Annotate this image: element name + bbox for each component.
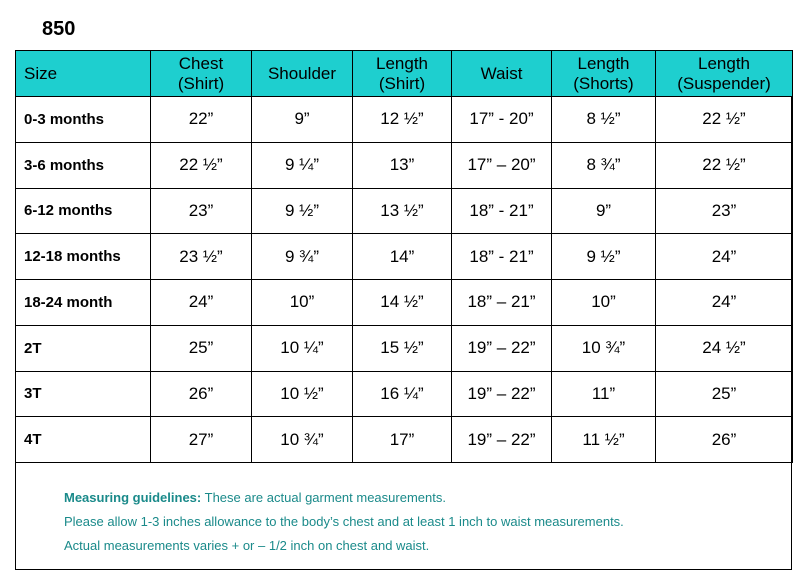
notes-heading: Measuring guidelines: <box>64 490 202 505</box>
header-waist <box>452 51 552 97</box>
notes-line-2: Please allow 1-3 inches allowance to the body’s chest and at least 1 inch to waist measurements. <box>64 514 624 529</box>
header-size <box>16 51 151 97</box>
header-sublabel: (Shorts) <box>573 73 634 93</box>
table-row <box>16 188 793 234</box>
measurement-cell: 22” <box>151 97 252 143</box>
header-sublabel: (Shirt) <box>378 73 426 93</box>
header-label: Shoulder <box>267 63 337 83</box>
table-row <box>16 280 793 326</box>
measurement-cell: 13 ½” <box>353 188 452 234</box>
measurement-cell: 27” <box>151 417 252 463</box>
table-body <box>16 97 793 463</box>
measuring-notes <box>64 486 624 558</box>
header-sublabel: (Suspender) <box>677 73 771 93</box>
measurement-cell: 17” - 20” <box>452 97 552 143</box>
measurement-cell: 10 ¼” <box>252 325 353 371</box>
table-header-row <box>16 51 793 97</box>
measurement-cell: 9 ¾” <box>252 234 353 280</box>
size-cell: 4T <box>16 417 151 463</box>
measurement-cell: 23 ½” <box>151 234 252 280</box>
measurement-cell: 23” <box>656 188 793 234</box>
size-cell: 2T <box>16 325 151 371</box>
measurement-cell: 25” <box>656 371 793 417</box>
header-sublabel: (Shirt) <box>177 73 225 93</box>
notes-line-1-text: These are actual garment measurements. <box>201 490 446 505</box>
header-label: Chest <box>178 53 224 73</box>
header-length-shorts <box>552 51 656 97</box>
measurement-cell: 10 ½” <box>252 371 353 417</box>
measurement-cell: 26” <box>656 417 793 463</box>
measurement-cell: 8 ½” <box>552 97 656 143</box>
measurement-cell: 10” <box>252 280 353 326</box>
header-length-shirt <box>353 51 452 97</box>
size-cell: 0-3 months <box>16 97 151 143</box>
measurement-cell: 9” <box>552 188 656 234</box>
size-cell: 3T <box>16 371 151 417</box>
measurement-cell: 10 ¾” <box>552 325 656 371</box>
header-shoulder <box>252 51 353 97</box>
notes-line-3: Actual measurements varies + or – 1/2 inch on chest and waist. <box>64 538 430 553</box>
table-row <box>16 325 793 371</box>
measurement-cell: 16 ¼” <box>353 371 452 417</box>
measurement-cell: 22 ½” <box>656 97 793 143</box>
measurement-cell: 11 ½” <box>552 417 656 463</box>
measurement-cell: 24” <box>151 280 252 326</box>
measurement-cell: 9 ¼” <box>252 142 353 188</box>
header-label: Length <box>698 53 750 73</box>
table-row <box>16 234 793 280</box>
table-row <box>16 417 793 463</box>
measurement-cell: 18” - 21” <box>452 188 552 234</box>
measurement-cell: 17” <box>353 417 452 463</box>
size-cell: 6-12 months <box>16 188 151 234</box>
measurement-cell: 14 ½” <box>353 280 452 326</box>
size-cell: 3-6 months <box>16 142 151 188</box>
measurement-cell: 18” – 21” <box>452 280 552 326</box>
measurement-cell: 26” <box>151 371 252 417</box>
measurement-cell: 19” – 22” <box>452 417 552 463</box>
measurement-cell: 24” <box>656 280 793 326</box>
measurement-cell: 10 ¾” <box>252 417 353 463</box>
measurement-cell: 18” - 21” <box>452 234 552 280</box>
measurement-cell: 14” <box>353 234 452 280</box>
measurement-cell: 8 ¾” <box>552 142 656 188</box>
measurement-cell: 22 ½” <box>151 142 252 188</box>
measurement-cell: 9 ½” <box>552 234 656 280</box>
measurement-cell: 9 ½” <box>252 188 353 234</box>
measurement-cell: 10” <box>552 280 656 326</box>
size-cell: 18-24 month <box>16 280 151 326</box>
measurement-cell: 24” <box>656 234 793 280</box>
measurement-cell: 19” – 22” <box>452 325 552 371</box>
header-label: Size <box>24 63 58 83</box>
measurement-cell: 12 ½” <box>353 97 452 143</box>
measurement-cell: 22 ½” <box>656 142 793 188</box>
measurement-cell: 9” <box>252 97 353 143</box>
measurement-cell: 17” – 20” <box>452 142 552 188</box>
measurement-cell: 23” <box>151 188 252 234</box>
chart-number-title: 850 <box>42 18 76 40</box>
header-label: Length <box>376 53 428 73</box>
table-row <box>16 371 793 417</box>
notes-line-1 <box>64 486 624 510</box>
table-row <box>16 97 793 143</box>
header-label: Length <box>577 53 630 73</box>
measurement-cell: 13” <box>353 142 452 188</box>
size-chart-table <box>15 50 793 463</box>
measurement-cell: 11” <box>552 371 656 417</box>
measurement-cell: 15 ½” <box>353 325 452 371</box>
measurement-cell: 25” <box>151 325 252 371</box>
size-cell: 12-18 months <box>16 234 151 280</box>
measurement-cell: 24 ½” <box>656 325 793 371</box>
header-chest-shirt <box>151 51 252 97</box>
measurement-cell: 19” – 22” <box>452 371 552 417</box>
header-label: Waist <box>480 63 523 83</box>
table-row <box>16 142 793 188</box>
header-length-suspender <box>656 51 793 97</box>
